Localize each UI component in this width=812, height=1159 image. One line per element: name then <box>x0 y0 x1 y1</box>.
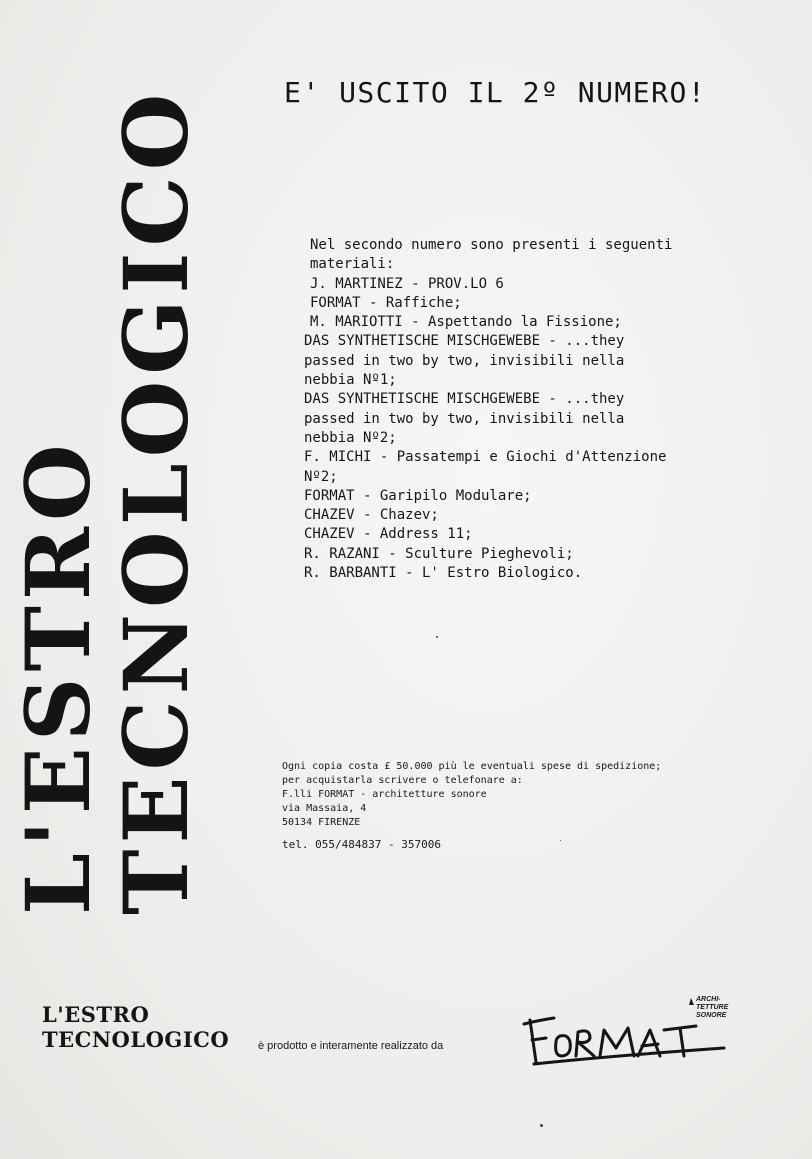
contents-item: Nº2; <box>304 468 338 485</box>
contents-list <box>304 236 774 583</box>
order-info-price: Ogni copia costa £ 50.000 più le eventuali spese di spedizione; <box>282 761 662 772</box>
order-info-phone: tel. 055/484837 - 357006 <box>282 838 441 851</box>
format-logo-signature <box>520 1012 730 1068</box>
order-info <box>282 760 661 852</box>
contents-item: R. BARBANTI - L' Estro Biologico. <box>304 565 583 582</box>
logo-tagline <box>696 996 728 1020</box>
footer-title-line2: TECNOLOGICO <box>42 1027 230 1052</box>
contents-item: nebbia Nº1; <box>304 372 397 389</box>
contents-item: nebbia Nº2; <box>304 429 397 446</box>
contents-item: CHAZEV - Chazev; <box>304 507 439 524</box>
order-info-company: F.lli FORMAT - architetture sonore <box>282 789 487 800</box>
footer-credit: è prodotto e interamente realizzato da <box>258 1040 444 1052</box>
contents-intro-line2: materiali: <box>310 256 395 273</box>
contents-item: J. MARTINEZ - PROV.LO 6 <box>310 275 504 292</box>
contents-item: DAS SYNTHETISCHE MISCHGEWEBE - ...they <box>304 333 625 350</box>
order-info-city: 50134 FIRENZE <box>282 817 361 828</box>
contents-item: passed in two by two, invisibili nella <box>304 352 625 369</box>
order-info-contact: per acquistarla scrivere o telefonare a: <box>282 775 523 786</box>
order-info-street: via Massaia, 4 <box>282 803 367 814</box>
paper-speck <box>436 636 438 638</box>
vertical-title-lestro: L'ESTRO <box>6 438 110 915</box>
headline: E' USCITO IL 2º NUMERO! <box>284 76 707 109</box>
paper-speck <box>540 1124 543 1127</box>
vertical-title-tecnologico: TECNOLOGICO <box>104 87 208 915</box>
footer-title-line1: L'ESTRO <box>42 1002 150 1027</box>
contents-item: F. MICHI - Passatempi e Giochi d'Attenzione <box>304 449 667 466</box>
contents-item: CHAZEV - Address 11; <box>304 526 473 543</box>
contents-item: DAS SYNTHETISCHE MISCHGEWEBE - ...they <box>304 391 625 408</box>
logo-tag-line2: TETTURE <box>696 1004 729 1011</box>
contents-item: passed in two by two, invisibili nella <box>304 410 625 427</box>
contents-item: FORMAT - Garipilo Modulare; <box>304 487 532 504</box>
paper-speck <box>560 840 561 841</box>
contents-intro-line1: Nel secondo numero sono presenti i seguenti <box>310 237 673 253</box>
format-logo-mark-icon <box>688 997 695 1006</box>
contents-item: R. RAZANI - Sculture Pieghevoli; <box>304 545 574 562</box>
contents-item: M. MARIOTTI - Aspettando la Fissione; <box>310 314 622 331</box>
logo-tag-line1: ARCHI- <box>696 996 721 1003</box>
logo-tag-line3: SONORE <box>696 1012 727 1019</box>
contents-item: FORMAT - Raffiche; <box>310 294 462 311</box>
footer-title <box>42 1002 229 1052</box>
